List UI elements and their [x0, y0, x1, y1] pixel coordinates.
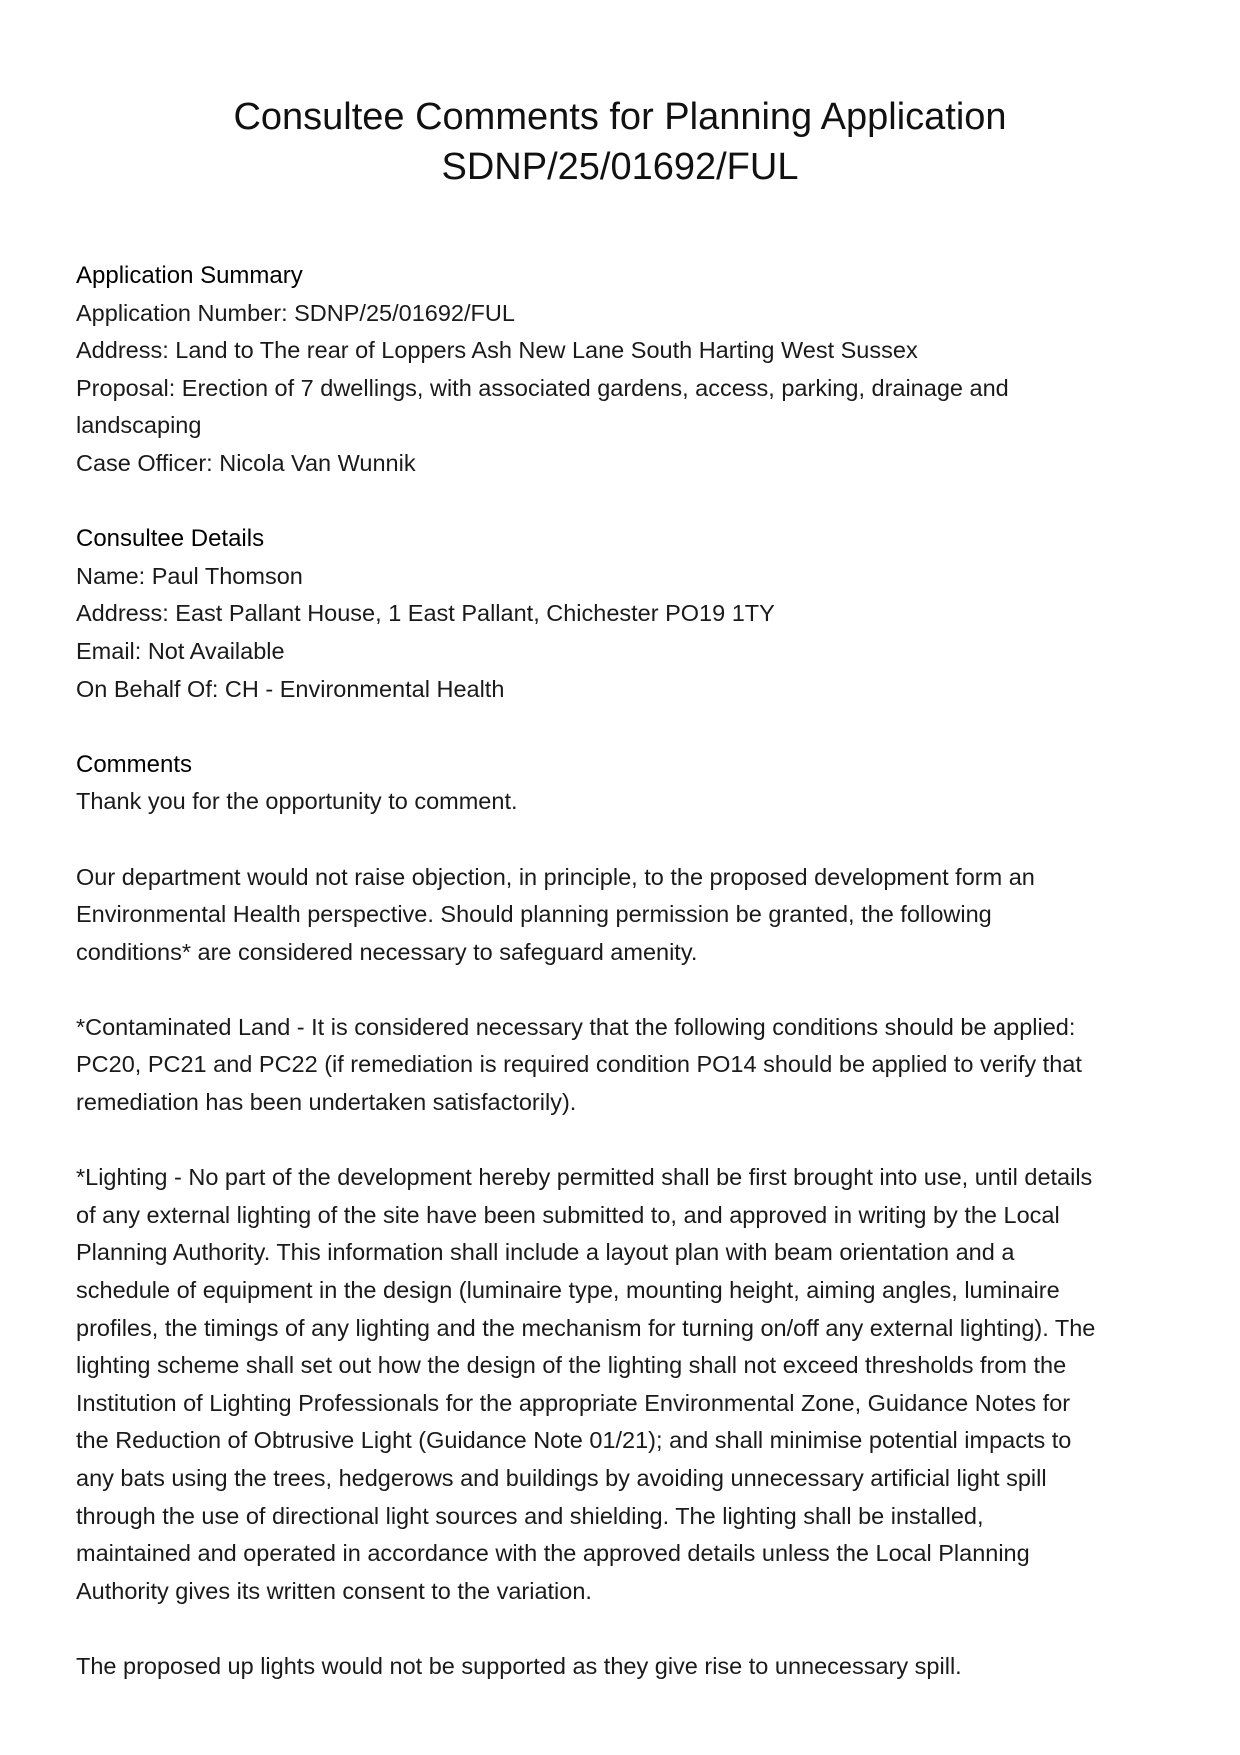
proposal-line-1: Proposal: Erection of 7 dwellings, with associated gardens, access, parking, drainage and	[76, 374, 1009, 401]
application-summary-section	[76, 257, 1176, 483]
paragraph-line: Authority gives its written consent to the variation.	[76, 1577, 592, 1604]
document-body	[76, 257, 1176, 1723]
consultee-email: Email: Not Available	[76, 637, 285, 664]
comments-thanks-paragraph	[76, 783, 1176, 821]
comments-section	[76, 746, 1176, 1686]
paragraph-line: PC20, PC21 and PC22 (if remediation is required condition PO14 should be applied to verify that	[76, 1051, 1082, 1078]
comments-paragraph-up-lights	[76, 1648, 1176, 1686]
application-number: Application Number: SDNP/25/01692/FUL	[76, 299, 515, 326]
paragraph-line: maintained and operated in accordance with the approved details unless the Local Planning	[76, 1540, 1030, 1567]
paragraph-line: schedule of equipment in the design (luminaire type, mounting height, aiming angles, luminaire	[76, 1277, 1060, 1304]
paragraph-line: profiles, the timings of any lighting and the mechanism for turning on/off any external lighting). The	[76, 1314, 1096, 1341]
title-line-1: Consultee Comments for Planning Application	[233, 96, 1007, 138]
page-title	[0, 92, 1240, 192]
paragraph-line: Environmental Health perspective. Should planning permission be granted, the following	[76, 901, 992, 928]
application-address: Address: Land to The rear of Loppers Ash New Lane South Harting West Sussex	[76, 337, 918, 364]
comments-paragraph-lighting	[76, 1159, 1176, 1610]
consultee-name: Name: Paul Thomson	[76, 562, 303, 589]
comments-paragraph-objection	[76, 859, 1176, 972]
consultee-details-heading: Consultee Details	[76, 525, 265, 553]
paragraph-line: remediation has been undertaken satisfactorily).	[76, 1089, 577, 1116]
paragraph-line: Institution of Lighting Professionals for the appropriate Environmental Zone, Guidance Notes for	[76, 1389, 1071, 1416]
consultee-on-behalf-of: On Behalf Of: CH - Environmental Health	[76, 675, 505, 702]
comments-heading: Comments	[76, 750, 193, 778]
case-officer: Case Officer: Nicola Van Wunnik	[76, 449, 416, 476]
paragraph-line: *Contaminated Land - It is considered necessary that the following conditions should be applied:	[76, 1013, 1076, 1040]
paragraph-line: through the use of directional light sources and shielding. The lighting shall be installed,	[76, 1502, 984, 1529]
paragraph-line: Planning Authority. This information shall include a layout plan with beam orientation and a	[76, 1239, 1015, 1266]
application-summary-heading: Application Summary	[76, 262, 303, 289]
paragraph-line: the Reduction of Obtrusive Light (Guidance Note 01/21); and shall minimise potential impacts to	[76, 1427, 1072, 1454]
comments-thanks: Thank you for the opportunity to comment.	[76, 788, 518, 815]
paragraph-line: Our department would not raise objection, in principle, to the proposed development form an	[76, 863, 1035, 890]
paragraph-line: *Lighting - No part of the development hereby permitted shall be first brought into use, until details	[76, 1164, 1093, 1191]
consultee-details-section	[76, 520, 1176, 708]
paragraph-line: lighting scheme shall set out how the design of the lighting shall not exceed thresholds from the	[76, 1352, 1067, 1379]
paragraph-line: any bats using the trees, hedgerows and buildings by avoiding unnecessary artificial light spill	[76, 1465, 1047, 1491]
proposal-line-2: landscaping	[76, 412, 202, 439]
comments-paragraph-contaminated-land	[76, 1009, 1176, 1122]
title-line-2-reference: SDNP/25/01692/FUL	[441, 146, 799, 188]
paragraph-line: The proposed up lights would not be supported as they give rise to unnecessary spill.	[76, 1652, 962, 1679]
consultee-address: Address: East Pallant House, 1 East Pallant, Chichester PO19 1TY	[76, 600, 775, 627]
paragraph-line: conditions* are considered necessary to safeguard amenity.	[76, 938, 698, 965]
paragraph-line: of any external lighting of the site have been submitted to, and approved in writing by the Local	[76, 1201, 1060, 1228]
